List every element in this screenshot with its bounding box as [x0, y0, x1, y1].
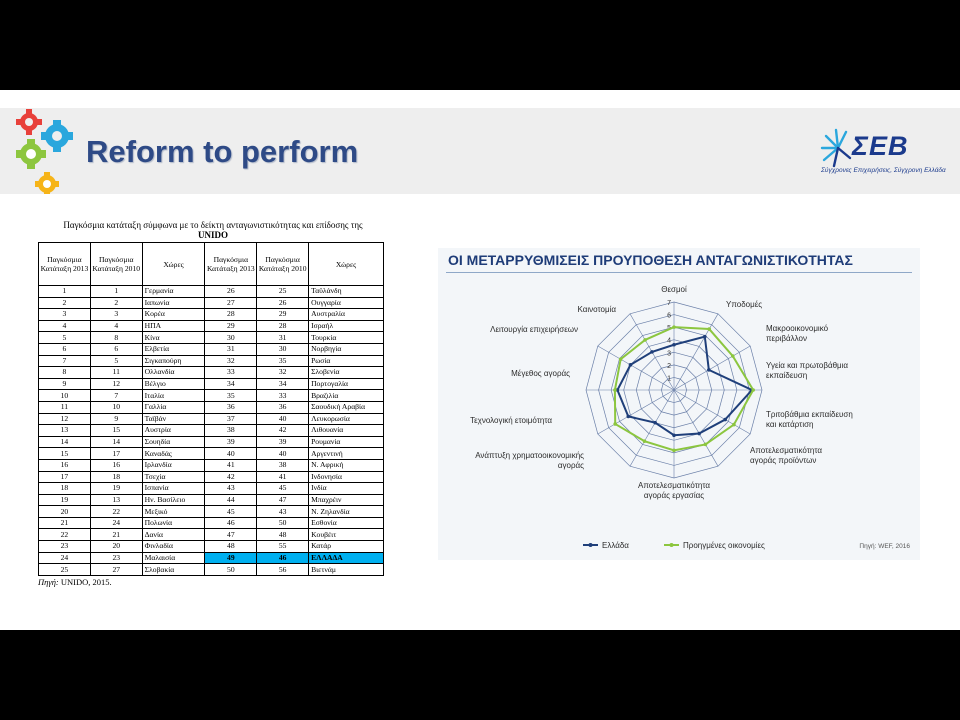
cell-country: Ιαπωνία [142, 297, 205, 309]
cell-rank2013-b: 35 [205, 390, 257, 402]
radar-point [732, 423, 736, 427]
cell-country: Κίνα [142, 332, 205, 344]
col-header-rank2010: Παγκόσμια Κατάταξη 2010 [90, 243, 142, 286]
table-row [39, 309, 384, 321]
cell-rank2013-b: 29 [205, 320, 257, 332]
radar-chart-source: Πηγή: WEF, 2016 [859, 543, 910, 550]
radar-point [672, 449, 676, 453]
cell-rank2013-b: 28 [205, 309, 257, 321]
cell-rank2013: 5 [39, 332, 91, 344]
cell-rank2013: 25 [39, 564, 91, 576]
radar-category-label: Μέγεθος αγοράς [511, 369, 570, 378]
radar-chart [438, 248, 920, 560]
cell-rank2013: 9 [39, 378, 91, 390]
cell-rank2010-b: 30 [257, 343, 309, 355]
table-header-row [39, 243, 384, 286]
cell-country-b: Λιθουανία [309, 425, 384, 437]
cell-rank2013: 1 [39, 286, 91, 298]
table-row [39, 552, 384, 564]
table-row [39, 448, 384, 460]
table-source-text: UNIDO, 2015. [60, 576, 112, 587]
cell-rank2010-b: 34 [257, 378, 309, 390]
radar-category-label: Τεχνολογική ετοιμότητα [470, 416, 552, 425]
gears-logo-icon [15, 106, 75, 194]
cell-country-b: Αυστραλία [309, 309, 384, 321]
cell-rank2010: 21 [90, 529, 142, 541]
radar-point [613, 388, 617, 392]
table-row [39, 390, 384, 402]
table-row [39, 564, 384, 576]
cell-rank2013-b: 50 [205, 564, 257, 576]
radar-point [650, 350, 654, 354]
ranking-table [38, 242, 384, 576]
cell-rank2013: 6 [39, 343, 91, 355]
radar-tick-label: 3 [667, 350, 671, 358]
cell-country: Ισπανία [142, 483, 205, 495]
seb-logo-text: ΣΕΒ [852, 131, 909, 161]
radar-category-label: Μακροοικονομικό περιβάλλον [766, 324, 829, 343]
radar-tick-label: 5 [667, 325, 671, 333]
cell-rank2010: 9 [90, 413, 142, 425]
cell-country: Μαλαισία [142, 552, 205, 564]
cell-country-b: Λευκορωσία [309, 413, 384, 425]
cell-rank2010-b: 31 [257, 332, 309, 344]
radar-chart-title: ΟΙ ΜΕΤΑΡΡΥΘΜΙΣΕΙΣ ΠΡΟΥΠΟΘΕΣΗ ΑΝΤΑΓΩΝΙΣΤΙΚΟΤΗΤΑΣ [448, 252, 853, 268]
cell-country: Φινλαδία [142, 541, 205, 553]
cell-country: Ολλανδία [142, 367, 205, 379]
cell-country: Σουηδία [142, 436, 205, 448]
cell-rank2010-b: 26 [257, 297, 309, 309]
col-header-country: Χώρες [142, 243, 205, 286]
radar-point [643, 439, 647, 443]
cell-rank2010: 11 [90, 367, 142, 379]
radar-category-label: Αποτελεσματικότητα αγοράς προϊόντων [750, 446, 822, 465]
cell-rank2010-b: 43 [257, 506, 309, 518]
cell-rank2013: 10 [39, 390, 91, 402]
radar-point [626, 415, 630, 419]
cell-country: Ιρλανδία [142, 459, 205, 471]
cell-country-b: Βραζιλία [309, 390, 384, 402]
col-header-rank2013-b: Παγκόσμια Κατάταξη 2013 [205, 243, 257, 286]
cell-rank2013: 18 [39, 483, 91, 495]
cell-country-b: Τουρκία [309, 332, 384, 344]
cell-country: Ελβετία [142, 343, 205, 355]
cell-country: Σλοβακία [142, 564, 205, 576]
cell-rank2010-b: 42 [257, 425, 309, 437]
slide [0, 90, 960, 630]
table-row [39, 517, 384, 529]
col-header-rank2013: Παγκόσμια Κατάταξη 2013 [39, 243, 91, 286]
radar-tick-label: 1 [667, 375, 671, 383]
radar-point [672, 343, 676, 347]
cell-rank2010-b: 28 [257, 320, 309, 332]
table-row [39, 367, 384, 379]
cell-rank2010: 13 [90, 494, 142, 506]
cell-rank2013: 7 [39, 355, 91, 367]
table-row [39, 413, 384, 425]
table-row [39, 401, 384, 413]
cell-rank2010-b: 36 [257, 401, 309, 413]
cell-rank2013-b: 39 [205, 436, 257, 448]
cell-rank2010: 16 [90, 459, 142, 471]
cell-rank2010: 8 [90, 332, 142, 344]
cell-rank2013-b: 36 [205, 401, 257, 413]
radar-point [672, 433, 676, 437]
cell-country-b: Εσθονία [309, 517, 384, 529]
radar-point [653, 421, 657, 425]
radar-tick-label: 4 [667, 337, 671, 345]
cell-rank2013-b: 27 [205, 297, 257, 309]
slide-title: Reform to perform [86, 134, 359, 169]
radar-point [707, 368, 711, 372]
table-row [39, 529, 384, 541]
table-caption-line1: Παγκόσμια κατάταξη σύμφωνα με το δείκτη ανταγωνιστικότητας και επίδοσης της [63, 220, 363, 230]
cell-rank2013: 24 [39, 552, 91, 564]
table-row [39, 355, 384, 367]
radar-point [697, 432, 701, 436]
table-row [39, 297, 384, 309]
cell-country: Τσεχία [142, 471, 205, 483]
radar-point [643, 338, 647, 342]
col-header-country-b: Χώρες [309, 243, 384, 286]
cell-rank2013: 13 [39, 425, 91, 437]
radar-category-label: Θεσμοί [661, 285, 687, 294]
cell-country-b: Ινδονησία [309, 471, 384, 483]
radar-point [619, 357, 623, 361]
cell-rank2010: 12 [90, 378, 142, 390]
cell-rank2010-b: 50 [257, 517, 309, 529]
cell-rank2010: 19 [90, 483, 142, 495]
radar-category-label: Υγεία και πρωτοβάθμια εκπαίδευση [766, 361, 849, 380]
table-row [39, 343, 384, 355]
radar-point [723, 418, 727, 422]
cell-rank2013: 11 [39, 401, 91, 413]
radar-category-label: Αποτελεσματικότητα αγοράς εργασίας [638, 481, 710, 500]
cell-rank2010-b: 46 [257, 552, 309, 564]
cell-country-b: Ν. Ζηλανδία [309, 506, 384, 518]
cell-country-b: Ν. Αφρική [309, 459, 384, 471]
cell-country-b: Σαουδική Αραβία [309, 401, 384, 413]
seb-logo-tagline: Σύγχρονες Επιχειρήσεις, Σύγχρονη Ελλάδα [821, 167, 946, 174]
table-row [39, 286, 384, 298]
cell-rank2013: 23 [39, 541, 91, 553]
cell-country: Ταϊβάν [142, 413, 205, 425]
cell-rank2010: 18 [90, 471, 142, 483]
table-source [38, 577, 388, 587]
cell-rank2013-b: 34 [205, 378, 257, 390]
cell-country-b: Βιετνάμ [309, 564, 384, 576]
cell-rank2010: 4 [90, 320, 142, 332]
ranking-table-block [38, 220, 388, 587]
cell-country-b: Πορτογαλία [309, 378, 384, 390]
cell-rank2013: 12 [39, 413, 91, 425]
cell-rank2013-b: 43 [205, 483, 257, 495]
cell-rank2013: 3 [39, 309, 91, 321]
cell-rank2010-b: 25 [257, 286, 309, 298]
cell-rank2013: 20 [39, 506, 91, 518]
cell-country-b: Κουβέιτ [309, 529, 384, 541]
cell-rank2010-b: 40 [257, 448, 309, 460]
radar-category-label: Καινοτομία [577, 305, 616, 314]
radar-point [672, 325, 676, 329]
cell-country-b: Νορβηγία [309, 343, 384, 355]
cell-rank2010: 22 [90, 506, 142, 518]
cell-rank2010: 1 [90, 286, 142, 298]
cell-rank2013: 14 [39, 436, 91, 448]
table-caption-line2: UNIDO [197, 230, 228, 240]
cell-rank2013: 4 [39, 320, 91, 332]
cell-rank2013-b: 49 [205, 552, 257, 564]
table-row [39, 425, 384, 437]
table-row [39, 494, 384, 506]
cell-country: Μεξικό [142, 506, 205, 518]
cell-country-b: ΕΛΛΑΔΑ [309, 552, 384, 564]
legend-label-greece: Ελλάδα [602, 541, 629, 550]
table-row [39, 459, 384, 471]
table-row [39, 541, 384, 553]
radar-category-label: Ανάπτυξη χρηματοοικονομικής αγοράς [475, 451, 584, 470]
cell-rank2013: 17 [39, 471, 91, 483]
legend-marker-advanced [670, 543, 674, 547]
radar-point [731, 354, 735, 358]
cell-rank2013-b: 38 [205, 425, 257, 437]
radar-point [751, 388, 755, 392]
cell-country: Δανία [142, 529, 205, 541]
cell-rank2010-b: 56 [257, 564, 309, 576]
cell-rank2013-b: 33 [205, 367, 257, 379]
cell-rank2013-b: 48 [205, 541, 257, 553]
cell-country: Γαλλία [142, 401, 205, 413]
cell-country-b: Ισραήλ [309, 320, 384, 332]
cell-country: Ιταλία [142, 390, 205, 402]
table-row [39, 483, 384, 495]
cell-country-b: Μπαχρέιν [309, 494, 384, 506]
cell-country-b: Ινδία [309, 483, 384, 495]
cell-rank2013-b: 31 [205, 343, 257, 355]
radar-category-label: Υποδομές [726, 300, 763, 309]
legend-marker-greece [589, 543, 593, 547]
table-row [39, 332, 384, 344]
cell-rank2013: 8 [39, 367, 91, 379]
col-header-rank2010-b: Παγκόσμια Κατάταξη 2010 [257, 243, 309, 286]
cell-rank2013-b: 46 [205, 517, 257, 529]
cell-rank2013: 16 [39, 459, 91, 471]
cell-rank2010-b: 33 [257, 390, 309, 402]
cell-country: Βέλγιο [142, 378, 205, 390]
table-row [39, 320, 384, 332]
cell-rank2010: 3 [90, 309, 142, 321]
radar-point [703, 335, 707, 339]
cell-rank2010: 14 [90, 436, 142, 448]
cell-country: Γερμανία [142, 286, 205, 298]
radar-tick-label: 2 [667, 362, 671, 370]
cell-rank2013: 22 [39, 529, 91, 541]
cell-rank2010: 27 [90, 564, 142, 576]
table-row [39, 436, 384, 448]
radar-tick-label: 6 [667, 312, 671, 320]
cell-rank2010-b: 47 [257, 494, 309, 506]
cell-rank2010: 15 [90, 425, 142, 437]
cell-rank2013-b: 44 [205, 494, 257, 506]
table-source-label: Πηγή: [38, 576, 59, 587]
cell-country-b: Ρωσία [309, 355, 384, 367]
cell-rank2010: 5 [90, 355, 142, 367]
cell-rank2013: 15 [39, 448, 91, 460]
cell-rank2010-b: 40 [257, 413, 309, 425]
cell-rank2010: 2 [90, 297, 142, 309]
cell-rank2010-b: 45 [257, 483, 309, 495]
cell-rank2010-b: 32 [257, 367, 309, 379]
radar-point [707, 327, 711, 331]
radar-point [613, 422, 617, 426]
cell-rank2010: 24 [90, 517, 142, 529]
cell-country: Πολωνία [142, 517, 205, 529]
cell-country-b: Ρουμανία [309, 436, 384, 448]
cell-rank2013-b: 45 [205, 506, 257, 518]
cell-rank2013-b: 26 [205, 286, 257, 298]
cell-rank2013-b: 32 [205, 355, 257, 367]
cell-rank2010: 20 [90, 541, 142, 553]
cell-rank2010-b: 35 [257, 355, 309, 367]
cell-rank2010: 7 [90, 390, 142, 402]
cell-rank2010-b: 55 [257, 541, 309, 553]
cell-country: Αυστρία [142, 425, 205, 437]
cell-country-b: Σλοβενία [309, 367, 384, 379]
table-caption [38, 220, 388, 240]
cell-rank2013: 19 [39, 494, 91, 506]
radar-point [704, 443, 708, 447]
cell-rank2010-b: 38 [257, 459, 309, 471]
radar-point [629, 363, 633, 367]
cell-rank2010: 10 [90, 401, 142, 413]
radar-category-label: Τριτοβάθμια εκπαίδευση και κατάρτιση [766, 410, 853, 429]
cell-rank2010-b: 39 [257, 436, 309, 448]
cell-rank2013-b: 40 [205, 448, 257, 460]
radar-tick-label: 7 [667, 300, 671, 307]
legend-label-advanced: Προηγμένες οικονομίες [683, 541, 765, 550]
cell-rank2010-b: 29 [257, 309, 309, 321]
cell-country-b: Αργεντινή [309, 448, 384, 460]
cell-country: Καναδάς [142, 448, 205, 460]
cell-country: Ην. Βασίλειο [142, 494, 205, 506]
cell-country: ΗΠΑ [142, 320, 205, 332]
cell-rank2013: 21 [39, 517, 91, 529]
cell-country: Κορέα [142, 309, 205, 321]
cell-country-b: Ταϋλάνδη [309, 286, 384, 298]
cell-rank2013-b: 30 [205, 332, 257, 344]
cell-rank2013-b: 37 [205, 413, 257, 425]
cell-rank2013: 2 [39, 297, 91, 309]
table-row [39, 471, 384, 483]
cell-rank2010: 6 [90, 343, 142, 355]
cell-rank2010: 17 [90, 448, 142, 460]
cell-rank2010-b: 48 [257, 529, 309, 541]
radar-chart-panel [438, 248, 920, 560]
cell-rank2010-b: 41 [257, 471, 309, 483]
radar-category-label: Λειτουργία επιχειρήσεων [490, 325, 578, 334]
cell-rank2013-b: 41 [205, 459, 257, 471]
cell-rank2013-b: 47 [205, 529, 257, 541]
cell-country-b: Κατάρ [309, 541, 384, 553]
cell-rank2010: 23 [90, 552, 142, 564]
table-row [39, 378, 384, 390]
cell-rank2013-b: 42 [205, 471, 257, 483]
cell-country: Σιγκαπούρη [142, 355, 205, 367]
table-row [39, 506, 384, 518]
cell-country-b: Ουγγαρία [309, 297, 384, 309]
